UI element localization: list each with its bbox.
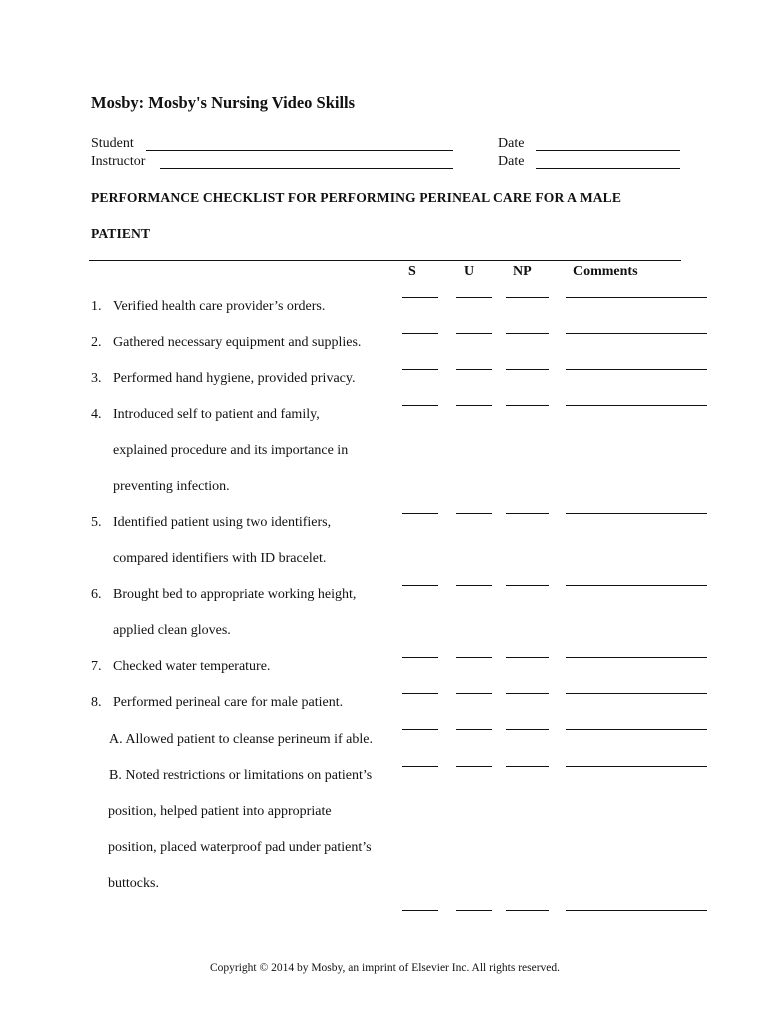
date-label-1: Date <box>498 136 525 151</box>
column-header-s: S <box>408 264 416 279</box>
u-rating-line[interactable] <box>456 766 492 767</box>
np-rating-line[interactable] <box>506 513 549 514</box>
u-rating-line[interactable] <box>456 729 492 730</box>
column-header-u: U <box>464 264 475 279</box>
np-rating-line[interactable] <box>506 657 549 658</box>
instructor-label: Instructor <box>91 154 146 169</box>
u-rating-line[interactable] <box>456 657 492 658</box>
u-rating-line[interactable] <box>456 369 492 370</box>
item-text: buttocks. <box>108 876 159 891</box>
date-line-2[interactable] <box>536 168 680 169</box>
comments-line[interactable] <box>566 910 707 911</box>
column-header-comments: Comments <box>573 264 638 279</box>
instructor-name-line[interactable] <box>160 168 453 169</box>
u-rating-line[interactable] <box>456 297 492 298</box>
item-number: 3. <box>91 371 102 386</box>
item-text: Verified health care provider’s orders. <box>113 299 326 314</box>
s-rating-line[interactable] <box>402 333 438 334</box>
item-number: 2. <box>91 335 102 350</box>
s-rating-line[interactable] <box>402 513 438 514</box>
np-rating-line[interactable] <box>506 693 549 694</box>
item-text: explained procedure and its importance in <box>113 443 349 458</box>
item-number: 5. <box>91 515 102 530</box>
column-header-np: NP <box>513 264 532 279</box>
np-rating-line[interactable] <box>506 766 549 767</box>
u-rating-line[interactable] <box>456 513 492 514</box>
item-text: position, placed waterproof pad under patient’s <box>108 840 372 855</box>
item-text: preventing infection. <box>113 479 230 494</box>
u-rating-line[interactable] <box>456 333 492 334</box>
comments-line[interactable] <box>566 657 707 658</box>
s-rating-line[interactable] <box>402 766 438 767</box>
comments-line[interactable] <box>566 585 707 586</box>
s-rating-line[interactable] <box>402 585 438 586</box>
u-rating-line[interactable] <box>456 405 492 406</box>
comments-line[interactable] <box>566 405 707 406</box>
item-text: Checked water temperature. <box>113 659 271 674</box>
student-label: Student <box>91 136 134 151</box>
s-rating-line[interactable] <box>402 910 438 911</box>
s-rating-line[interactable] <box>402 297 438 298</box>
comments-line[interactable] <box>566 693 707 694</box>
item-number: 1. <box>91 299 102 314</box>
heading-divider <box>89 260 681 261</box>
np-rating-line[interactable] <box>506 405 549 406</box>
np-rating-line[interactable] <box>506 910 549 911</box>
comments-line[interactable] <box>566 297 707 298</box>
checklist-heading-line-1: PERFORMANCE CHECKLIST FOR PERFORMING PERINEAL CARE FOR A MALE <box>91 190 621 205</box>
item-text: Performed perineal care for male patient. <box>113 695 344 710</box>
checklist-heading-line-2: PATIENT <box>91 226 151 241</box>
s-rating-line[interactable] <box>402 405 438 406</box>
date-line-1[interactable] <box>536 150 680 151</box>
s-rating-line[interactable] <box>402 369 438 370</box>
document-title: Mosby: Mosby's Nursing Video Skills <box>91 93 356 112</box>
item-text: Identified patient using two identifiers, <box>113 515 332 530</box>
comments-line[interactable] <box>566 513 707 514</box>
s-rating-line[interactable] <box>402 657 438 658</box>
copyright-footer: Copyright © 2014 by Mosby, an imprint of Elsevier Inc. All rights reserved. <box>209 962 561 974</box>
item-text: Brought bed to appropriate working height, <box>113 587 357 602</box>
item-number: 7. <box>91 659 102 674</box>
np-rating-line[interactable] <box>506 333 549 334</box>
np-rating-line[interactable] <box>506 729 549 730</box>
item-text: Performed hand hygiene, provided privacy. <box>113 371 356 386</box>
u-rating-line[interactable] <box>456 585 492 586</box>
item-number: 6. <box>91 587 102 602</box>
u-rating-line[interactable] <box>456 693 492 694</box>
item-text: Gathered necessary equipment and supplies. <box>113 335 362 350</box>
np-rating-line[interactable] <box>506 297 549 298</box>
s-rating-line[interactable] <box>402 693 438 694</box>
item-number: 4. <box>91 407 102 422</box>
comments-line[interactable] <box>566 729 707 730</box>
item-text: Introduced self to patient and family, <box>113 407 320 422</box>
comments-line[interactable] <box>566 333 707 334</box>
u-rating-line[interactable] <box>456 910 492 911</box>
student-name-line[interactable] <box>146 150 453 151</box>
item-text: compared identifiers with ID bracelet. <box>113 551 327 566</box>
np-rating-line[interactable] <box>506 369 549 370</box>
comments-line[interactable] <box>566 369 707 370</box>
s-rating-line[interactable] <box>402 729 438 730</box>
item-text: applied clean gloves. <box>113 623 231 638</box>
item-text: position, helped patient into appropriate <box>108 804 332 819</box>
item-number: 8. <box>91 695 102 710</box>
comments-line[interactable] <box>566 766 707 767</box>
np-rating-line[interactable] <box>506 585 549 586</box>
item-text: A. Allowed patient to cleanse perineum if able. <box>109 732 373 747</box>
date-label-2: Date <box>498 154 525 169</box>
item-text: B. Noted restrictions or limitations on patient’s <box>109 768 373 783</box>
